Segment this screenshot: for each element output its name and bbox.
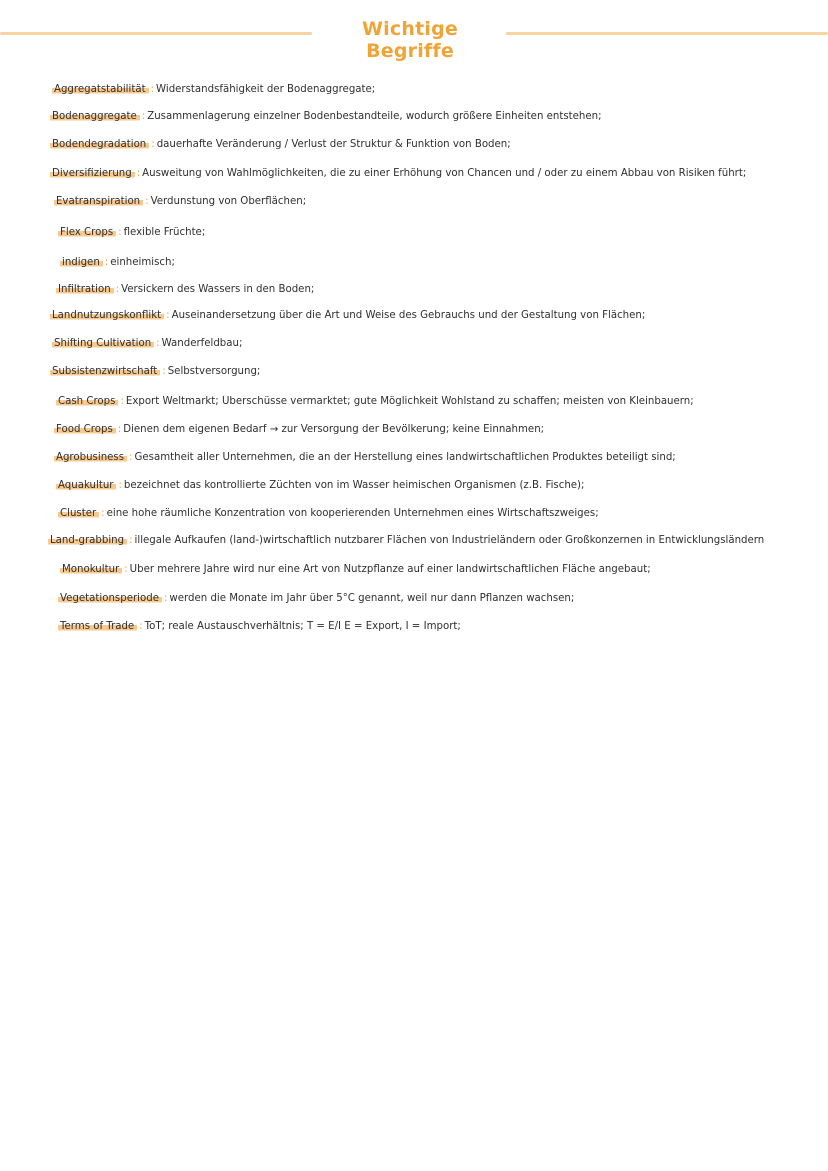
glossary-term: Agrobusiness: [54, 452, 127, 463]
glossary-separator: :: [156, 338, 160, 349]
glossary-entry: [58, 508, 828, 530]
glossary-separator: :: [118, 227, 122, 238]
glossary-entry: [60, 564, 828, 586]
glossary-entry: [50, 139, 828, 161]
glossary-term: Aggregatstabilität: [52, 84, 149, 95]
glossary-separator: :: [150, 84, 155, 95]
glossary-entry: [48, 535, 828, 557]
glossary-separator: :: [163, 593, 168, 604]
glossary-definition: illegale Aufkaufen (land-)wirtschaftlich nutzbarer Flächen von Industrieländern oder Großkonzernen in Entwicklungsländern: [134, 535, 765, 546]
glossary-term: Infiltration: [56, 284, 114, 295]
glossary-entry: [60, 257, 828, 279]
glossary-separator: :: [117, 424, 122, 435]
glossary-entry: [56, 284, 828, 306]
glossary-definition: eine hohe räumliche Konzentration von kooperierenden Unternehmen eines Wirtschaftszweiges;: [106, 508, 599, 519]
glossary-entry: [54, 424, 828, 446]
glossary-term: Cluster: [58, 508, 99, 519]
title-rule-left: [0, 32, 312, 35]
page-title: Wichtige Begriffe: [362, 18, 458, 62]
title-row: [0, 18, 828, 62]
glossary-term: Landnutzungskonflikt: [50, 310, 164, 321]
glossary-separator: :: [124, 564, 128, 575]
glossary-entry: [54, 196, 828, 218]
glossary-entry: [58, 593, 828, 615]
title-rule-right: [506, 32, 828, 35]
glossary-separator: :: [166, 310, 170, 321]
glossary-definition: Über mehrere Jahre wird nur eine Art von Nutzpflanze auf einer landwirtschaftlichen Fläche angebaut;: [129, 564, 651, 575]
glossary-separator: :: [118, 480, 122, 491]
glossary-definition: Widerstandsfähigkeit der Bodenaggregate;: [156, 84, 376, 95]
glossary-term: Evatranspiration: [54, 196, 143, 207]
glossary-definition: Wanderfeldbau;: [161, 338, 243, 349]
glossary-term: Terms of Trade: [58, 621, 137, 632]
glossary-entry: [52, 84, 828, 106]
glossary-separator: :: [145, 196, 149, 207]
glossary-term: Food Crops: [54, 424, 116, 435]
glossary-entry: [56, 480, 828, 502]
glossary-separator: :: [141, 111, 146, 122]
glossary-separator: :: [139, 621, 143, 632]
glossary-definition: Auseinandersetzung über die Art und Weise des Gebrauchs und der Gestaltung von Flächen;: [171, 310, 646, 321]
glossary-separator: :: [120, 396, 124, 407]
glossary-term: indigen: [60, 257, 103, 268]
glossary-entry: [52, 338, 828, 360]
glossary-definition: ToT; reale Austauschverhältnis; T = E/I E = Export, I = Import;: [144, 621, 461, 632]
glossary-term: Diversifizierung: [50, 168, 135, 179]
glossary-entry: [50, 310, 828, 332]
glossary-definition: Gesamtheit aller Unternehmen, die an der Herstellung eines landwirtschaftlichen Produktes beteiligt sind;: [134, 452, 676, 463]
glossary-separator: :: [162, 366, 166, 377]
glossary-definition: Versickern des Wassers in den Boden;: [121, 284, 315, 295]
glossary-term: Bodendegradation: [50, 139, 149, 150]
glossary-entry: [50, 111, 828, 133]
glossary-term: Shifting Cultivation: [52, 338, 154, 349]
glossary-term: Vegetationsperiode: [58, 593, 162, 604]
glossary-entry: [56, 396, 828, 418]
glossary-entry: [50, 168, 828, 190]
glossary-definition: Verdunstung von Oberflächen;: [150, 196, 307, 207]
glossary-term: Monokultur: [60, 564, 122, 575]
glossary-term: Land-grabbing: [48, 535, 127, 546]
glossary-term: Aquakultur: [56, 480, 116, 491]
glossary-definition: flexible Früchte;: [123, 227, 206, 238]
glossary-definition: Dienen dem eigenen Bedarf → zur Versorgung der Bevölkerung; keine Einnahmen;: [123, 424, 545, 435]
glossary-term: Cash Crops: [56, 396, 118, 407]
glossary-definition: Export Weltmarkt; Überschüsse vermarktet; gute Möglichkeit Wohlstand zu schaffen; meisten von Kleinbauern;: [125, 396, 694, 407]
glossary-definition: werden die Monate im Jahr über 5°C genannt, weil nur dann Pflanzen wachsen;: [169, 593, 575, 604]
glossary-separator: :: [115, 284, 120, 295]
glossary-term: Bodenaggregate: [50, 111, 140, 122]
glossary-definition: Selbstversorgung;: [167, 366, 261, 377]
glossary-term: Flex Crops: [58, 227, 116, 238]
glossary-definition: dauerhafte Veränderung / Verlust der Struktur & Funktion von Boden;: [156, 139, 511, 150]
glossary-entry: [58, 227, 828, 249]
glossary-definition: einheimisch;: [110, 257, 175, 268]
glossary-definition: Ausweitung von Wahlmöglichkeiten, die zu einer Erhöhung von Chancen und / oder zu einem Abbau von Risiken führt;: [142, 168, 747, 179]
glossary-entry: [58, 621, 828, 643]
glossary-entry: [54, 452, 828, 474]
glossary-entry: [50, 366, 828, 388]
glossary-term: Subsistenzwirtschaft: [50, 366, 160, 377]
glossary-definition: Zusammenlagerung einzelner Bodenbestandteile, wodurch größere Einheiten entstehen;: [147, 111, 602, 122]
glossary-separator: :: [129, 535, 133, 546]
glossary-separator: :: [129, 452, 133, 463]
glossary-separator: :: [101, 508, 105, 519]
glossary-separator: :: [151, 139, 155, 150]
glossary-definition: bezeichnet das kontrollierte Züchten von im Wasser heimischen Organismen (z.B. Fische);: [123, 480, 585, 491]
glossary-separator: :: [136, 168, 141, 179]
glossary-separator: :: [104, 257, 109, 268]
